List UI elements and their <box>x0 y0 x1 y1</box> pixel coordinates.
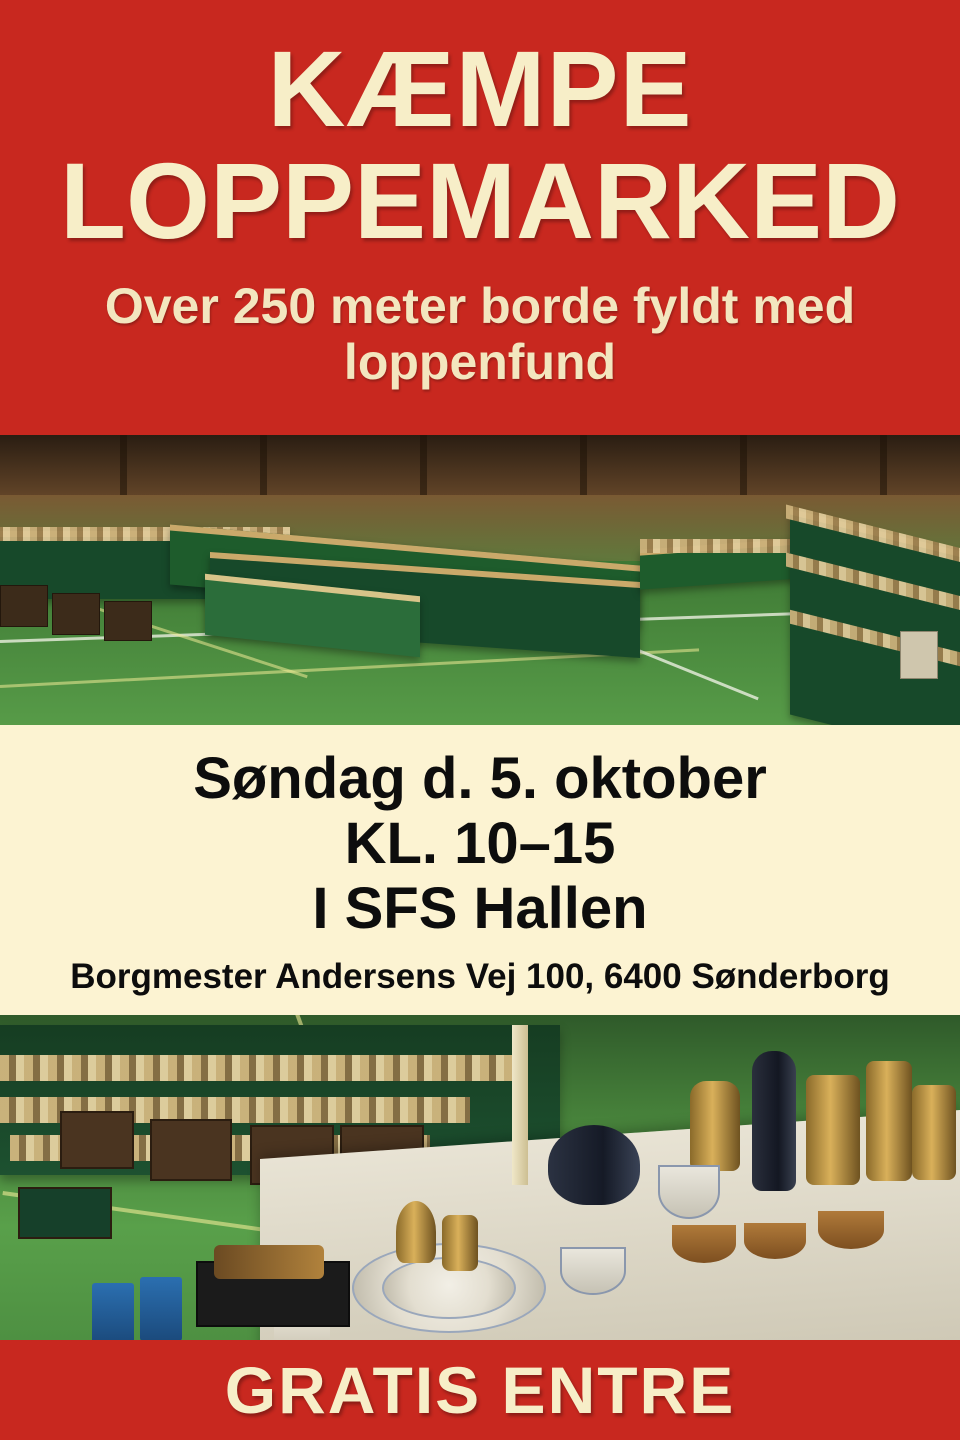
brass-vase <box>912 1085 956 1180</box>
dark-bottle <box>752 1051 796 1191</box>
goods-photo <box>0 1015 960 1340</box>
event-venue: I SFS Hallen <box>312 876 648 942</box>
free-entry-text: GRATIS ENTRE <box>224 1353 736 1427</box>
hall-photo <box>0 435 960 725</box>
event-time: KL. 10–15 <box>344 811 616 877</box>
brass-candlestick <box>442 1215 478 1271</box>
brass-jug <box>806 1075 860 1185</box>
event-date: Søndag d. 5. oktober <box>193 746 767 812</box>
event-address: Borgmester Andersens Vej 100, 6400 Sønderborg <box>70 957 890 997</box>
blue-glass <box>92 1283 134 1340</box>
storage-box <box>52 593 100 635</box>
teapot <box>548 1125 640 1205</box>
wooden-items <box>214 1245 324 1279</box>
ceramic-bowl <box>672 1225 736 1263</box>
storage-crate <box>150 1119 232 1181</box>
blue-glass <box>140 1277 182 1340</box>
event-info-block <box>0 725 960 1015</box>
storage-box <box>0 585 48 627</box>
table-goods <box>0 1055 520 1081</box>
poster-subtitle: Over 250 meter borde fyldt med loppenfund <box>104 278 856 391</box>
ceramic-bowl <box>818 1211 884 1249</box>
brass-vase <box>690 1081 740 1171</box>
storage-crate <box>60 1111 134 1169</box>
ceramic-bowl <box>744 1223 806 1259</box>
candle <box>512 1025 528 1185</box>
bucket <box>900 631 938 679</box>
poster-header <box>0 0 960 435</box>
brass-vase <box>866 1061 912 1181</box>
blue-white-bowl <box>560 1247 626 1295</box>
storage-box <box>104 601 152 641</box>
poster-title-line2: LOPPEMARKED <box>59 140 901 262</box>
poster-title-line1: KÆMPE <box>267 28 693 149</box>
poster-footer <box>0 1340 960 1440</box>
storage-crate <box>18 1187 112 1239</box>
brass-bird-figurine <box>396 1201 436 1263</box>
blue-patterned-cup <box>658 1165 720 1219</box>
